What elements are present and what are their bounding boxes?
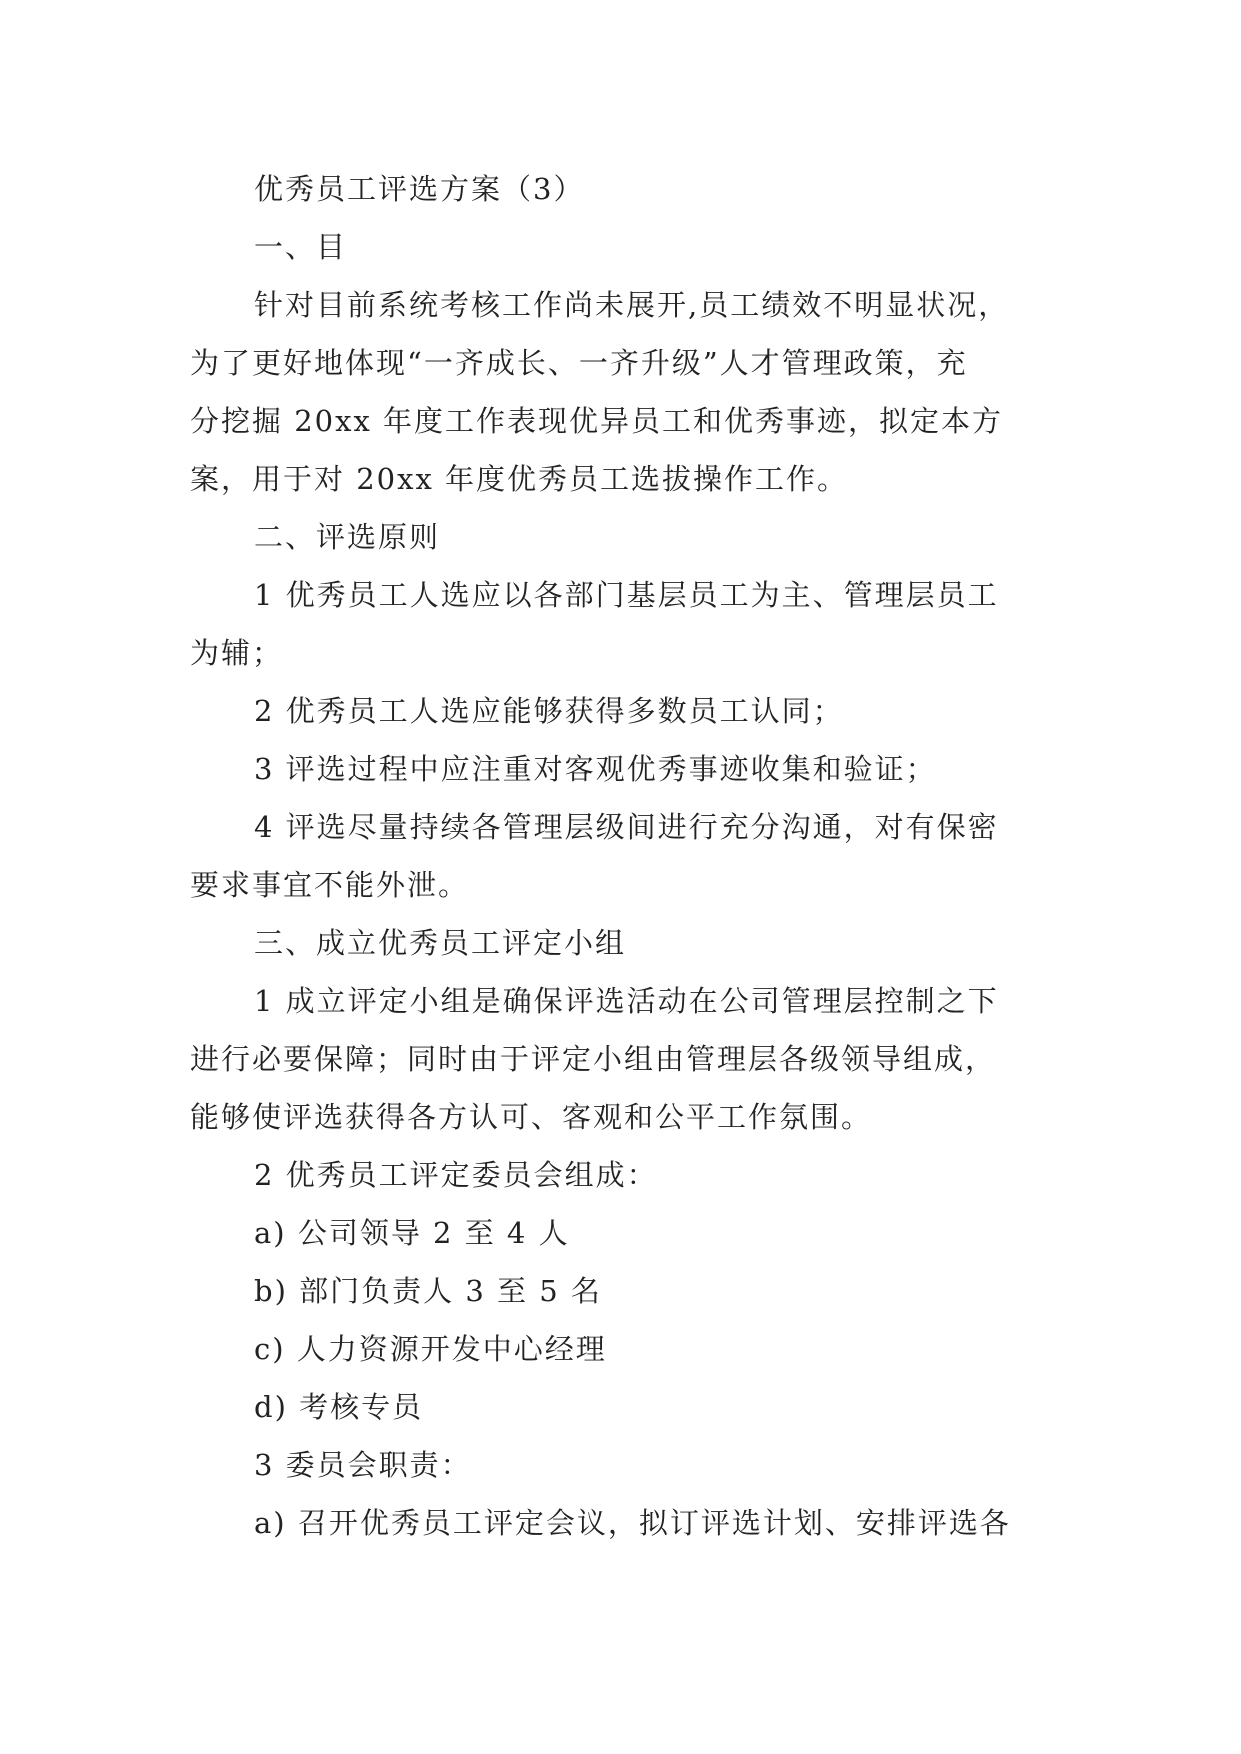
list-item-continuation: 为辅； (190, 636, 284, 670)
list-item: 2 优秀员工人选应能够获得多数员工认同； (254, 694, 844, 728)
paragraph-line: 案，用于对 20xx 年度优秀员工选拔操作工作。 (190, 462, 849, 496)
document-title: 优秀员工评选方案（3） (254, 172, 585, 206)
section-heading: 三、成立优秀员工评定小组 (254, 926, 627, 960)
list-item-continuation: 进行必要保障；同时由于评定小组由管理层各级领导组成， (190, 1042, 997, 1076)
list-item: 2 优秀员工评定委员会组成： (254, 1158, 658, 1192)
paragraph-line: 针对目前系统考核工作尚未展开,员工绩效不明显状况， (254, 288, 1010, 322)
list-item: 4 评选尽量持续各管理层级间进行充分沟通，对有保密 (254, 810, 999, 844)
section-heading: 二、评选原则 (254, 520, 441, 554)
sub-list-item: a) 公司领导 2 至 4 人 (254, 1216, 570, 1250)
sub-list-item: b) 部门负责人 3 至 5 名 (254, 1274, 602, 1308)
list-item: 1 优秀员工人选应以各部门基层员工为主、管理层员工 (254, 578, 999, 612)
list-item: 3 委员会职责： (254, 1448, 472, 1482)
sub-list-item: c) 人力资源开发中心经理 (254, 1332, 607, 1366)
list-item-continuation: 能够使评选获得各方认可、客观和公平工作氛围。 (190, 1100, 873, 1134)
paragraph-line: 为了更好地体现“一齐成长、一齐升级”人才管理政策，充 (190, 346, 968, 380)
list-item: 1 成立评定小组是确保评选活动在公司管理层控制之下 (254, 984, 999, 1018)
list-item: 3 评选过程中应注重对客观优秀事迹收集和验证； (254, 752, 937, 786)
sub-list-item: d) 考核专员 (254, 1390, 424, 1424)
list-item-continuation: 要求事宜不能外泄。 (190, 868, 470, 902)
document-body (190, 160, 1090, 1552)
sub-list-item: a) 召开优秀员工评定会议，拟订评选计划、安排评选各 (254, 1506, 1011, 1540)
paragraph-line: 分挖掘 20xx 年度工作表现优异员工和优秀事迹，拟定本方 (190, 404, 1004, 438)
section-heading: 一、目 (254, 230, 348, 264)
